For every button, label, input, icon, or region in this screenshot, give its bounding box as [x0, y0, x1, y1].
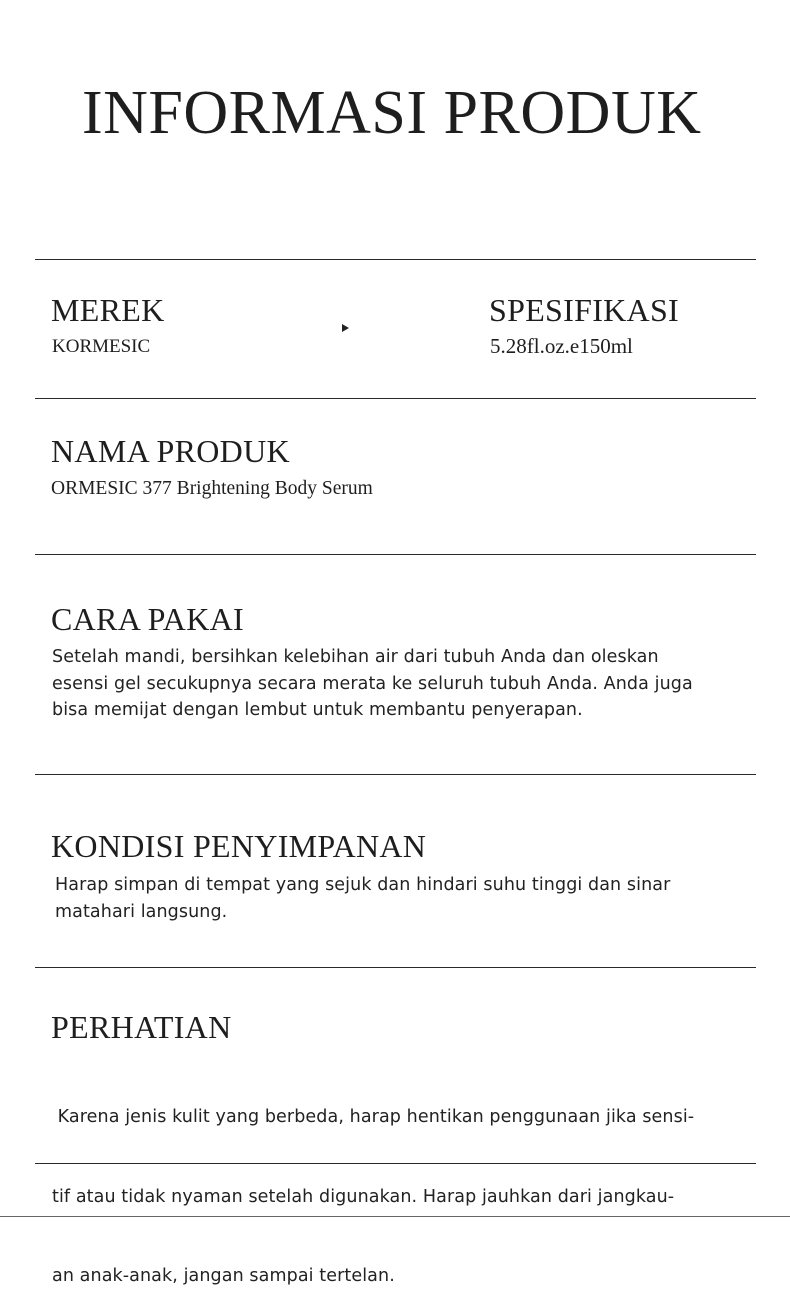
usage-line: esensi gel secukupnya secara merata ke seluruh tubuh Anda. Anda juga — [52, 673, 693, 694]
divider-brand — [35, 398, 756, 399]
usage-text — [52, 644, 693, 724]
spec-value: 5.28fl.oz.e150ml — [490, 334, 633, 358]
divider-caution — [35, 1163, 756, 1164]
usage-line: bisa memijat dengan lembut untuk membantu penyerapan. — [52, 700, 583, 720]
usage-label: CARA PAKAI — [51, 601, 244, 637]
brand-value: KORMESIC — [52, 336, 151, 357]
caution-label: PERHATIAN — [51, 1009, 232, 1045]
page-title: INFORMASI PRODUK — [82, 79, 702, 147]
caution-line: Karena jenis kulit yang berbeda, harap hentikan penggunaan jika sensi- — [52, 1107, 695, 1127]
usage-line: Setelah mandi, bersihkan kelebihan air dari tubuh Anda dan oleskan — [52, 647, 659, 667]
divider-usage — [35, 774, 756, 775]
caution-line: an anak-anak, jangan sampai tertelan. — [52, 1266, 395, 1286]
product-name-value: ORMESIC 377 Brightening Body Serum — [51, 478, 373, 499]
divider-top — [35, 259, 756, 260]
storage-label: KONDISI PENYIMPANAN — [51, 828, 427, 864]
divider-storage — [35, 967, 756, 968]
divider-product-name — [35, 554, 756, 555]
spec-label: SPESIFIKASI — [489, 292, 680, 328]
caution-line: tif atau tidak nyaman setelah digunakan. Harap jauhkan dari jangkau- — [52, 1186, 675, 1207]
product-name-label: NAMA PRODUK — [51, 433, 290, 469]
storage-line: matahari langsung. — [55, 901, 228, 922]
page-bottom-edge — [0, 1216, 790, 1217]
triangle-right-icon — [342, 324, 349, 332]
caution-text — [52, 1051, 694, 1316]
brand-label: MEREK — [51, 292, 165, 328]
storage-text — [55, 872, 670, 925]
storage-line: Harap simpan di tempat yang sejuk dan hindari suhu tinggi dan sinar — [55, 875, 671, 895]
